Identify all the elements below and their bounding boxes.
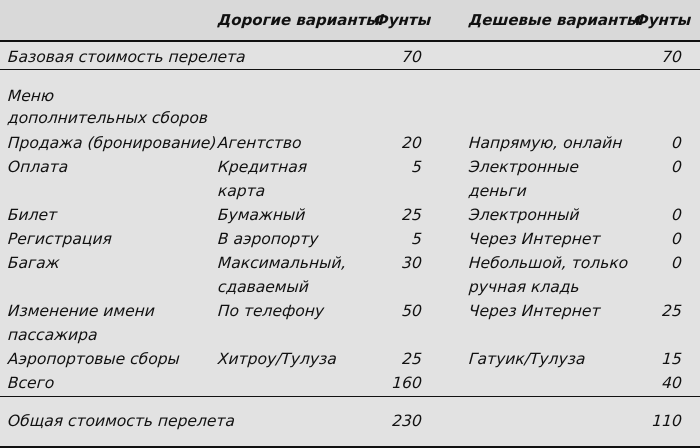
expensive-value: 25	[401, 350, 423, 368]
row-label: Изменение имени	[7, 302, 156, 320]
total-cheap: 40	[661, 374, 683, 392]
expensive-option: Хитроу/Тулуза	[217, 350, 338, 368]
base-cost-label: Базовая стоимость перелета	[7, 48, 247, 66]
cheap-value: 0	[671, 230, 683, 248]
expensive-value: 25	[401, 206, 423, 224]
menu-label-line1: Меню	[7, 87, 55, 105]
cheap-option: Через Интернет	[468, 302, 602, 320]
overall-expensive: 230	[391, 412, 423, 430]
cheap-option-cont: деньги	[468, 182, 528, 200]
cheap-value: 0	[671, 254, 683, 272]
cheap-option: Небольшой, только	[468, 254, 629, 272]
cheap-option: Через Интернет	[468, 230, 602, 248]
divider	[0, 396, 700, 397]
cheap-option: Напрямую, онлайн	[468, 134, 624, 152]
cheap-option: Электронный	[468, 206, 581, 224]
expensive-option-cont: карта	[217, 182, 266, 200]
expensive-option: Бумажный	[217, 206, 307, 224]
cheap-value: 0	[671, 134, 683, 152]
row-label: Продажа (бронирование)	[7, 134, 218, 152]
cheap-option: Электронные	[468, 158, 580, 176]
expensive-option: По телефону	[217, 302, 325, 320]
row-label: Билет	[7, 206, 58, 224]
expensive-option-cont: сдаваемый	[217, 278, 310, 296]
row-label-cont: пассажира	[7, 326, 99, 344]
divider	[0, 69, 700, 70]
cheap-value: 0	[671, 158, 683, 176]
expensive-value: 5	[411, 230, 423, 248]
menu-label-line2: дополнительных сборов	[7, 109, 209, 127]
cheap-value: 0	[671, 206, 683, 224]
expensive-option: Агентство	[217, 134, 303, 152]
base-cost-expensive: 70	[401, 48, 423, 66]
base-cost-cheap: 70	[661, 48, 683, 66]
row-label: Оплата	[7, 158, 69, 176]
header-pounds-expensive: Фунты	[373, 11, 432, 29]
expensive-option: Максимальный,	[217, 254, 348, 272]
cheap-value: 25	[661, 302, 683, 320]
expensive-value: 5	[411, 158, 423, 176]
row-label: Багаж	[7, 254, 61, 272]
overall-cheap: 110	[651, 412, 683, 430]
header-expensive: Дорогие варианты	[217, 11, 381, 29]
expensive-value: 20	[401, 134, 423, 152]
header-pounds-cheap: Фунты	[633, 11, 692, 29]
overall-label: Общая стоимость перелета	[7, 412, 236, 430]
total-expensive: 160	[391, 374, 423, 392]
cheap-option: Гатуик/Тулуза	[468, 350, 587, 368]
row-label: Аэропортовые сборы	[7, 350, 181, 368]
expensive-value: 50	[401, 302, 423, 320]
expensive-value: 30	[401, 254, 423, 272]
row-label: Регистрация	[7, 230, 113, 248]
cheap-option-cont: ручная кладь	[468, 278, 581, 296]
cheap-value: 15	[661, 350, 683, 368]
header-cheap: Дешевые варианты	[468, 11, 642, 29]
expensive-option: В аэропорту	[217, 230, 320, 248]
expensive-option: Кредитная	[217, 158, 308, 176]
total-label: Всего	[7, 374, 55, 392]
